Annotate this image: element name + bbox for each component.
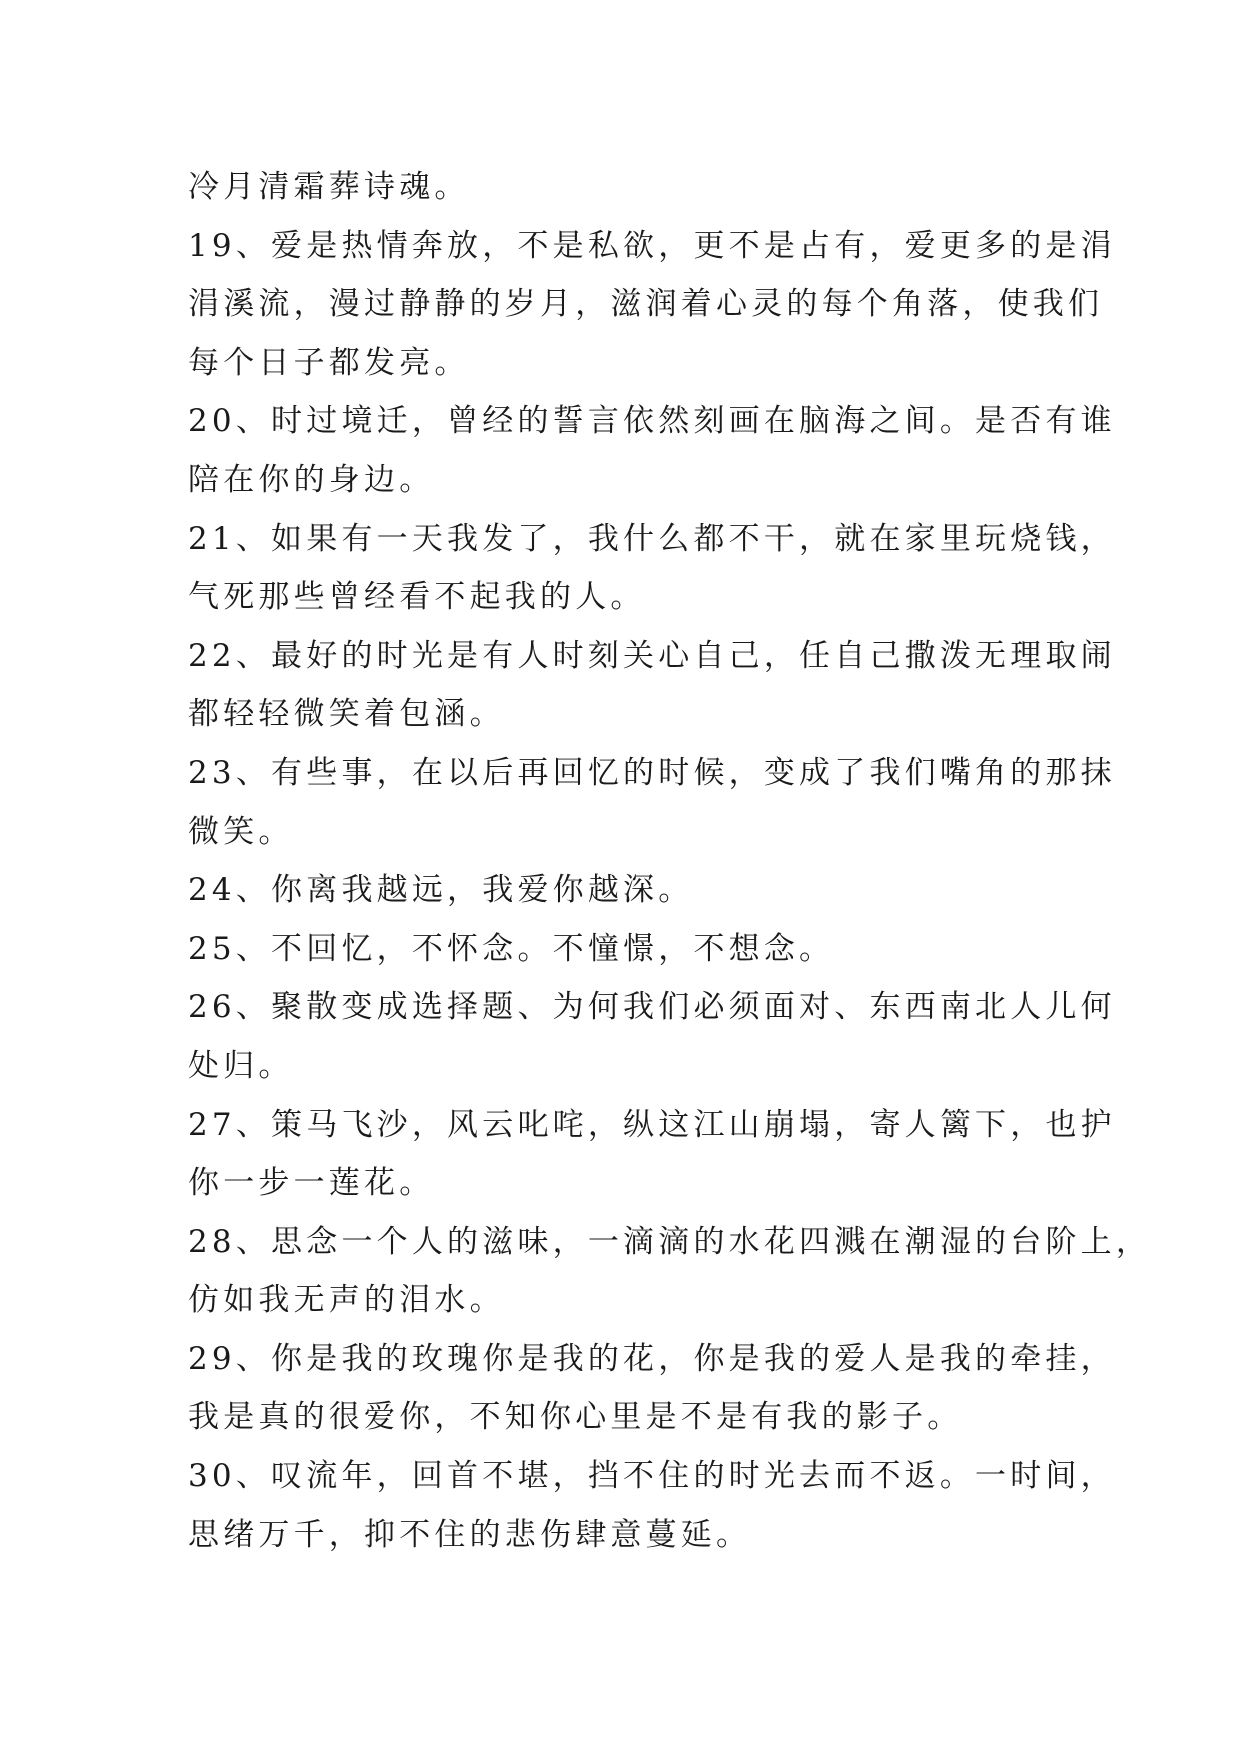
text-line: 24、你离我越远，我爱你越深。 bbox=[188, 872, 694, 909]
text-line: 每个日子都发亮。 bbox=[188, 344, 470, 381]
text-line: 处归。 bbox=[188, 1047, 294, 1084]
text-line: 26、聚散变成选择题、为何我们必须面对、东西南北人儿何 bbox=[188, 989, 1116, 1026]
text-line: 气死那些曾经看不起我的人。 bbox=[188, 579, 646, 616]
text-line: 21、如果有一天我发了，我什么都不干，就在家里玩烧钱， bbox=[188, 520, 1116, 557]
text-line: 陪在你的身边。 bbox=[188, 461, 435, 498]
text-line: 30、叹流年，回首不堪，挡不住的时光去而不返。一时间， bbox=[188, 1458, 1116, 1495]
text-line: 22、最好的时光是有人时刻关心自己，任自己撒泼无理取闹 bbox=[188, 637, 1116, 674]
text-line: 27、策马飞沙，风云叱咤，纵这江山崩塌，寄人篱下，也护 bbox=[188, 1106, 1116, 1143]
text-line: 我是真的很爱你，不知你心里是不是有我的影子。 bbox=[188, 1399, 963, 1436]
text-line: 仿如我无声的泪水。 bbox=[188, 1282, 505, 1319]
text-line: 29、你是我的玫瑰你是我的花，你是我的爱人是我的牵挂， bbox=[188, 1340, 1116, 1377]
text-line: 25、不回忆，不怀念。不憧憬，不想念。 bbox=[188, 930, 835, 967]
text-line: 你一步一莲花。 bbox=[188, 1165, 435, 1202]
text-line: 23、有些事，在以后再回忆的时候，变成了我们嘴角的那抹 bbox=[188, 754, 1116, 791]
text-line: 涓溪流，漫过静静的岁月，滋润着心灵的每个角落，使我们 bbox=[188, 286, 1104, 323]
text-line: 20、时过境迁，曾经的誓言依然刻画在脑海之间。是否有谁 bbox=[188, 403, 1116, 440]
text-line: 19、爱是热情奔放，不是私欲，更不是占有，爱更多的是涓 bbox=[188, 227, 1116, 264]
text-line: 微笑。 bbox=[188, 813, 294, 850]
text-line: 都轻轻微笑着包涵。 bbox=[188, 696, 505, 733]
text-line: 28、思念一个人的滋味，一滴滴的水花四溅在潮湿的台阶上， bbox=[188, 1223, 1152, 1260]
text-line: 冷月清霜葬诗魂。 bbox=[188, 169, 470, 205]
document-body bbox=[188, 158, 1152, 1564]
text-line: 思绪万千，抑不住的悲伤肆意蔓延。 bbox=[188, 1516, 752, 1553]
